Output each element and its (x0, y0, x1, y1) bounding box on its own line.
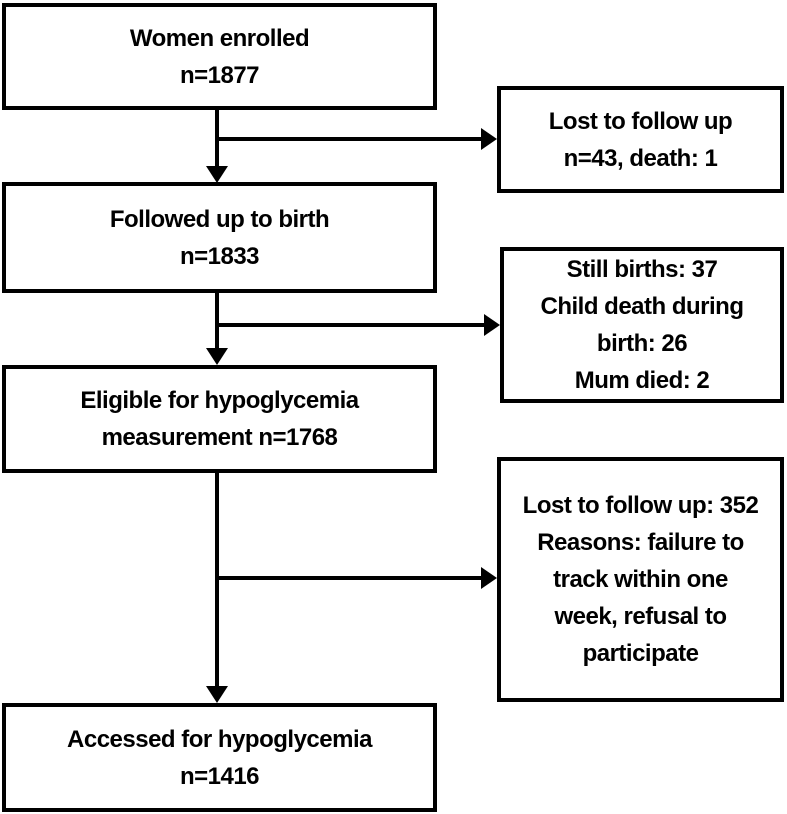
box-accessed-for-hypoglycemia (2, 703, 437, 812)
box-lost2-line1: Lost to follow up: 352 (522, 492, 759, 519)
box-eligible-for-measurement (2, 365, 437, 473)
box-lost-to-follow-up-2 (497, 457, 784, 702)
box-eligible-line1: Eligible for hypoglycemia (80, 387, 359, 414)
box-women-enrolled (2, 3, 437, 110)
connector-eligible-to-accessed (215, 473, 219, 687)
box-lost2-line3: track within one (553, 566, 728, 593)
arrowhead-right-icon (481, 128, 497, 150)
connector-branch-lost1 (217, 137, 481, 141)
arrowhead-down-icon (206, 686, 228, 703)
box-lost-to-follow-up-1 (497, 86, 784, 193)
arrowhead-down-icon (206, 166, 228, 183)
box-women-enrolled-line1: Women enrolled (129, 24, 310, 52)
box-followed-up-line2: n=1833 (179, 242, 260, 270)
box-birth-outcomes-line4: Mum died: 2 (574, 367, 710, 394)
box-followed-up-line1: Followed up to birth (109, 205, 330, 233)
box-birth-outcomes (500, 247, 784, 403)
box-birth-outcomes-line1: Still births: 37 (566, 256, 718, 283)
box-lost2-line2: Reasons: failure to (537, 529, 744, 556)
box-women-enrolled-line2: n=1877 (179, 61, 260, 89)
connector-branch-lost2 (217, 576, 481, 580)
box-lost2-line5: participate (582, 640, 699, 667)
arrowhead-right-icon (484, 314, 500, 336)
box-birth-outcomes-line2: Child death during (540, 293, 744, 320)
box-lost1-line1: Lost to follow up (548, 107, 733, 135)
arrowhead-right-icon (481, 567, 497, 589)
connector-followed-to-eligible (215, 293, 219, 349)
box-accessed-line1: Accessed for hypoglycemia (67, 725, 372, 753)
box-lost1-line2: n=43, death: 1 (563, 144, 718, 172)
box-eligible-line2: measurement n=1768 (101, 424, 338, 451)
box-accessed-line2: n=1416 (179, 762, 260, 790)
connector-branch-birth-outcomes (217, 323, 484, 327)
arrowhead-down-icon (206, 348, 228, 365)
box-birth-outcomes-line3: birth: 26 (596, 330, 688, 357)
box-lost2-line4: week, refusal to (554, 603, 727, 630)
box-followed-up-to-birth (2, 182, 437, 293)
